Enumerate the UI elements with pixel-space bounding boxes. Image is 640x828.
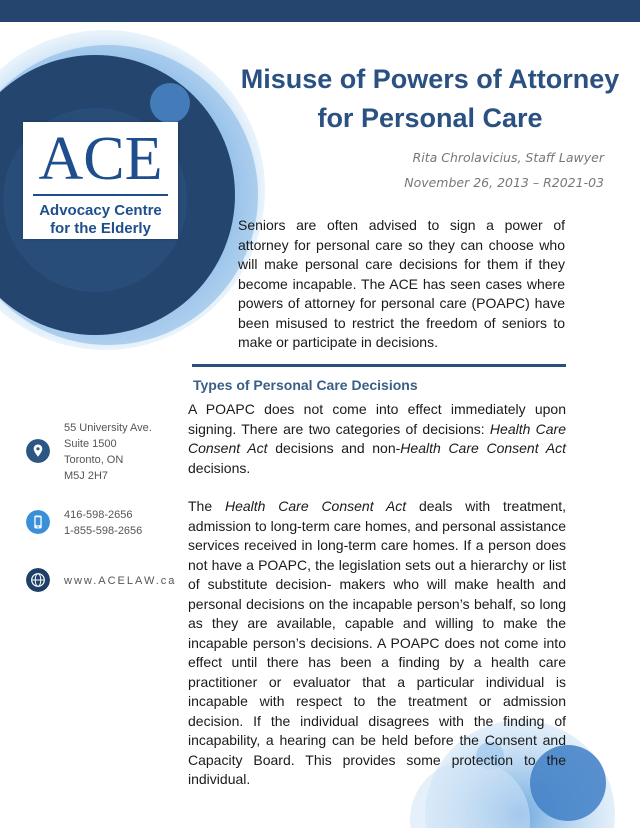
logo-line-1: Advocacy Centre	[39, 202, 162, 219]
section-heading: Types of Personal Care Decisions	[193, 377, 418, 393]
phone-numbers	[64, 507, 142, 539]
author: Rita Chrolavicius, Staff Lawyer	[412, 150, 604, 165]
address-line-3: Toronto, ON	[64, 454, 124, 466]
address	[64, 420, 152, 484]
title-line-2: for Personal Care	[317, 103, 543, 133]
p1-text-3: decisions.	[188, 459, 251, 476]
p2-text-2: deals with treatment, admission to long-term care homes, and personal assistance services received in long-term care homes. If a person does not have a POAPC, the legislation sets out a hierarchy or list of substitute decision- makers who will make health and personal decisions on the incapable person’s behalf, so long as they are available, capable and willing to make the incapable person’s decisions. A POAPC does not come into effect until there has been a finding by a health care practitioner or evaluator that a particular individual is incapable with respect to the treatment or admission decision. If the individual disagrees with the finding of incapability, a hearing can be held before the Consent and Capacity Board. This provides some protection to the individual.	[188, 498, 567, 787]
intro-paragraph: Seniors are often advised to sign a power of attorney for personal care so they can choose who will make personal care decisions for them if they become incapable. The ACE has seen cases where powers of attorney for personal care (POAPC) have been misused to restrict the freedom of seniors to make or participate in decisions.	[238, 217, 565, 350]
p1-italic-1: Health Care Consent Act	[188, 420, 566, 456]
phone-icon	[26, 510, 50, 534]
phone-2[interactable]: 1-855-598-2656	[64, 525, 143, 537]
section-divider	[192, 364, 566, 367]
address-line-2: Suite 1500	[64, 438, 117, 450]
website-link[interactable]: www.ACELAW.ca	[64, 575, 177, 587]
p1-text-2: decisions and non-	[267, 440, 401, 456]
address-line-4: M5J 2H7	[64, 470, 109, 482]
location-pin-icon	[26, 439, 50, 463]
deco-circle-small	[150, 83, 190, 123]
logo-divider	[33, 194, 168, 196]
logo-line-2: for the Elderly	[50, 220, 151, 237]
globe-icon	[26, 568, 50, 592]
p1-italic-2: Health Care Consent Act	[400, 440, 566, 456]
body-text	[188, 400, 566, 790]
address-line-1: 55 University Ave.	[64, 422, 152, 434]
phone-1[interactable]: 416-598-2656	[64, 509, 133, 521]
logo-acronym: ACE	[38, 125, 163, 193]
publication-date: November 26, 2013 – R2021-03	[404, 175, 604, 190]
document-title	[232, 60, 628, 138]
title-line-1: Misuse of Powers of Attorney	[240, 64, 620, 94]
ace-logo	[23, 122, 178, 239]
p2-text-1: The	[188, 498, 225, 514]
p2-italic-1: Health Care Consent Act	[224, 498, 407, 514]
p1-text-1: A POAPC does not come into effect immediately upon signing. There are two categories of decisions:	[188, 401, 566, 437]
paragraph-2	[188, 497, 566, 790]
paragraph-1	[188, 400, 566, 478]
